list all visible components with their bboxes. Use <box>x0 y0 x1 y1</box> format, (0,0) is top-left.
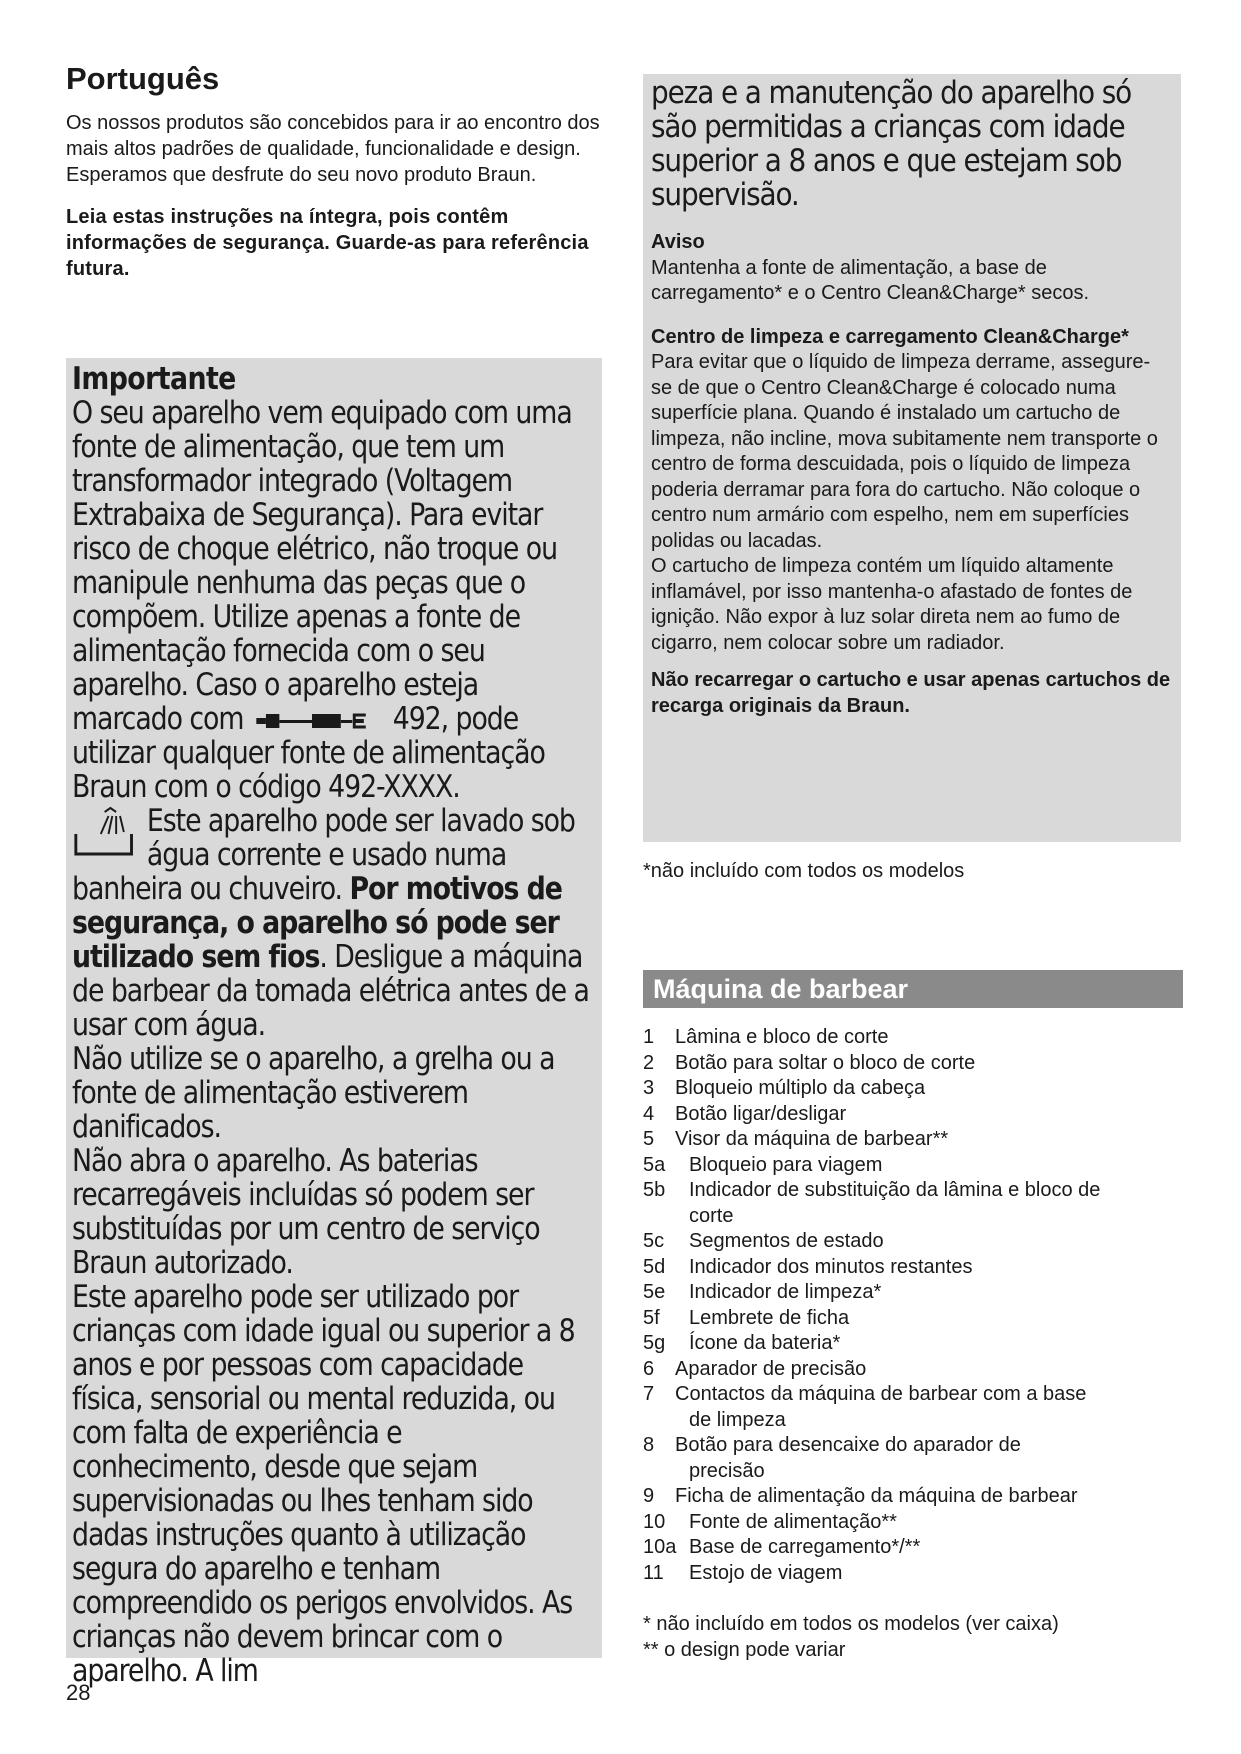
list-item-number: 5e <box>643 1281 666 1303</box>
list-item <box>643 1306 1183 1332</box>
footnote-1: * não incluído em todos os modelos (ver caixa) <box>643 1613 1059 1635</box>
aviso-title: Aviso <box>651 231 705 253</box>
list-item <box>643 1561 1183 1587</box>
intro-warning: Leia estas instruções na íntegra, pois contêm informações de segurança. Guarde-as para referência futura. <box>66 206 589 281</box>
list-item-number: 5a <box>643 1153 666 1176</box>
list-item-text: Lâmina e bloco de corte <box>675 1026 889 1048</box>
continued-text: peza e a manutenção do aparelho só são permitidas a crianças com idade superior a 8 anos e que estejam sob supervisão. <box>651 75 1132 213</box>
list-item-number: 7 <box>643 1383 655 1405</box>
footnotes <box>643 1612 1059 1663</box>
list-item-text: Botão para desencaixe do aparador de <box>675 1434 1021 1456</box>
list-item-number: 3 <box>643 1077 655 1099</box>
list-item-number: 9 <box>643 1485 655 1507</box>
list-item-text: Botão para soltar o bloco de corte <box>675 1051 976 1074</box>
list-item-text: Ícone da bateria* <box>689 1332 841 1354</box>
list-item-text: Bloqueio para viagem <box>689 1153 883 1176</box>
intro-paragraph: Os nossos produtos são concebidos para ir ao encontro dos mais altos padrões de qualidade, funcionalidade e design. Esperamos que desfrute do seu novo produto Braun. <box>66 112 600 187</box>
list-item-text: Segmentos de estado <box>689 1230 884 1252</box>
list-item <box>643 1102 1183 1128</box>
list-item-continuation: corte <box>689 1204 734 1227</box>
important-p3: Não utilize se o aparelho, a grelha ou a fonte de alimentação estiverem danificados. <box>72 1041 555 1145</box>
parts-list <box>643 1025 1183 1586</box>
list-item <box>643 1025 1183 1051</box>
list-item-text: Fonte de alimentação** <box>689 1510 897 1533</box>
list-item-number: 2 <box>643 1051 655 1074</box>
list-item-number: 6 <box>643 1357 655 1380</box>
list-item-number: 10a <box>643 1536 677 1558</box>
list-item <box>643 1433 1183 1459</box>
section-title-shaver: Máquina de barbear <box>643 970 1183 1008</box>
list-item <box>643 1127 1183 1153</box>
list-item-text: Visor da máquina de barbear** <box>675 1128 949 1150</box>
centro-text-2: O cartucho de limpeza contém um líquido altamente inflamável, por isso mantenha-o afastado de fontes de ignição. Não expor à luz solar direta nem ao fumo de cigarro, nem colocar sobre um radiador. <box>651 555 1133 654</box>
important-text <box>72 362 590 1688</box>
important-p2-text: Este aparelho pode ser lavado sob água corrente e usado numa banheira ou chuveiro. <box>72 803 575 907</box>
list-item <box>643 1510 1183 1536</box>
list-item <box>643 1331 1183 1357</box>
list-item-number: 5g <box>643 1332 666 1354</box>
list-item-text: Botão ligar/desligar <box>675 1102 847 1125</box>
list-item-number: 5d <box>643 1255 666 1278</box>
list-item-number: 10 <box>643 1510 666 1533</box>
power-plug-icon <box>255 711 382 731</box>
intro-section <box>66 62 602 282</box>
list-item <box>643 1255 1183 1281</box>
list-item-number: 11 <box>643 1561 664 1584</box>
list-item <box>643 1280 1183 1306</box>
list-item-text: Indicador de substituição da lâmina e bloco de <box>689 1179 1101 1201</box>
important-title: Importante <box>72 361 236 397</box>
list-item-number: 5b <box>643 1179 666 1201</box>
important-box <box>66 358 602 1689</box>
list-item-text: Contactos da máquina de barbear com a base <box>675 1383 1087 1405</box>
important-p2 <box>72 804 590 1042</box>
footnote-2: ** o design pode variar <box>643 1638 846 1661</box>
list-item-text: Lembrete de ficha <box>689 1306 850 1329</box>
list-item <box>643 1535 1183 1561</box>
list-item-text: Base de carregamento*/** <box>689 1536 921 1558</box>
aviso-text: Mantenha a fonte de alimentação, a base de carregamento* e o Centro Clean&Charge* secos. <box>651 256 1090 304</box>
list-item <box>643 1076 1183 1102</box>
list-item-text: Bloqueio múltiplo da cabeça <box>675 1077 926 1099</box>
list-item-number: 5 <box>643 1128 655 1150</box>
washable-shower-icon <box>72 804 139 866</box>
list-item <box>643 1382 1183 1408</box>
list-item <box>643 1229 1183 1255</box>
important-p1-code: 492, pode utilizar qualquer fonte de alimentação Braun com o código 492-XXXX. <box>72 701 545 805</box>
list-item-number: 4 <box>643 1102 655 1125</box>
list-item-text: Ficha de alimentação da máquina de barbear <box>675 1485 1078 1507</box>
list-item-text: Estojo de viagem <box>689 1561 843 1584</box>
page-title: Português <box>66 61 220 96</box>
aviso-section <box>651 230 1171 719</box>
list-item-continuation: de limpeza <box>689 1408 786 1431</box>
important-p1-text: O seu aparelho vem equipado com uma fonte de alimentação, que tem um transformador integrado (Voltagem Extrabaixa de Segurança). Para evitar risco de choque elétrico, não troque ou manipule nenhuma das peças que o compõem. Utilize apenas a fonte de alimentação fornecida com o seu aparelho. Caso o aparelho esteja marcado com <box>72 395 572 737</box>
list-item-number: 5c <box>643 1230 665 1252</box>
list-item <box>643 1484 1183 1510</box>
list-item <box>643 1178 1183 1204</box>
right-footnote: *não incluído com todos os modelos <box>643 860 965 882</box>
centro-bold-warning: Não recarregar o cartucho e usar apenas cartuchos de recarga originais da Braun. <box>651 669 1171 717</box>
important-p2-bold: Por motivos de segurança, o aparelho só pode ser utilizado sem fios <box>72 871 562 975</box>
list-item-number: 1 <box>643 1026 655 1048</box>
list-item <box>643 1153 1183 1179</box>
centro-title: Centro de limpeza e carregamento Clean&Charge* <box>651 325 1129 348</box>
important-p1 <box>72 396 590 804</box>
important-p4: Não abra o aparelho. As baterias recarregáveis incluídas só podem ser substituídas por um centro de serviço Braun autorizado. <box>72 1143 540 1281</box>
list-item <box>643 1357 1183 1383</box>
list-item <box>643 1051 1183 1077</box>
list-item-text: Indicador de limpeza* <box>689 1281 882 1303</box>
important-p5: Este aparelho pode ser utilizado por crianças com idade igual ou superior a 8 anos e por pessoas com capacidade física, sensorial ou mental reduzida, ou com falta de experiência e conhecimento, desde que sejam supervisionadas ou lhes tenham sido dadas instruções quanto à utilização segura do aparelho e tenham compreendido os perigos envolvidos. As crianças não devem brincar com o aparelho. A lim <box>72 1279 575 1689</box>
list-item-continuation: precisão <box>689 1459 765 1482</box>
right-warning-box <box>643 74 1181 842</box>
list-item-text: Aparador de precisão <box>675 1357 867 1380</box>
page-number: 28 <box>66 1680 91 1705</box>
centro-text-1: Para evitar que o líquido de limpeza derrame, assegure-se de que o Centro Clean&Charge é colocado numa superfície plana. Quando é instalado um cartucho de limpeza, não incline, mova subitamente nem transporte o centro de forma descuidada, pois o líquido de limpeza poderia derramar para fora do cartucho. Não coloque o centro num armário com espelho, nem em superfícies polidas ou lacadas. <box>651 351 1158 552</box>
list-item-text: Indicador dos minutos restantes <box>689 1255 973 1278</box>
list-item-number: 8 <box>643 1434 655 1456</box>
list-item-number: 5f <box>643 1306 660 1329</box>
important-p2-end: . Desligue a máquina de barbear da tomada elétrica antes de a usar com água. <box>72 939 589 1043</box>
